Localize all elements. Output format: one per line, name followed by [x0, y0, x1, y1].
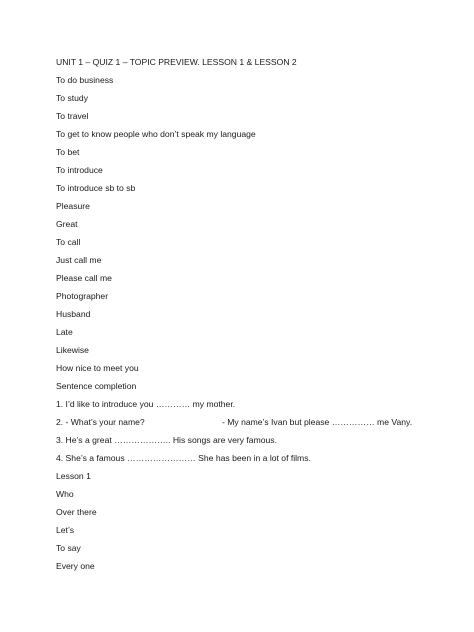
vocab-item: Husband — [56, 309, 91, 319]
vocab-item: To do business — [56, 75, 114, 85]
vocab-item: Let’s — [56, 525, 74, 535]
vocab-item: To say — [56, 543, 81, 553]
vocab-item: To introduce sb to sb — [56, 183, 136, 193]
document-title: UNIT 1 – QUIZ 1 – TOPIC PREVIEW. LESSON 1 & LESSON 2 — [56, 57, 297, 67]
vocab-item: Every one — [56, 561, 95, 571]
sentence-1: 1. I’d like to introduce you ………… my mother. — [56, 399, 236, 409]
vocab-item: To introduce — [56, 165, 103, 175]
vocab-item: To bet — [56, 147, 80, 157]
lesson-heading: Lesson 1 — [56, 471, 91, 481]
vocab-item: Likewise — [56, 345, 89, 355]
sentence-4: 4. She’s a famous …………………… She has been in a lot of films. — [56, 453, 311, 463]
vocab-item: Who — [56, 489, 74, 499]
vocab-item: Photographer — [56, 291, 109, 301]
sentence-2-answer: - My name’s Ivan but please …………… me Vany. — [222, 417, 413, 427]
vocab-item: Late — [56, 327, 73, 337]
vocab-item: To study — [56, 93, 89, 103]
vocab-item: Over there — [56, 507, 97, 517]
vocab-item: Pleasure — [56, 201, 90, 211]
vocab-item: To call — [56, 237, 81, 247]
section-heading: Sentence completion — [56, 381, 137, 391]
vocab-item: Please call me — [56, 273, 112, 283]
vocab-item: Great — [56, 219, 78, 229]
sentence-2 — [56, 417, 413, 428]
vocab-item: To travel — [56, 111, 89, 121]
sentence-2-question: 2. - What’s your name? — [56, 417, 145, 427]
sentence-3: 3. He’s a great ……………….. His songs are very famous. — [56, 435, 277, 445]
vocab-item: To get to know people who don’t speak my language — [56, 129, 256, 139]
vocab-item: Just call me — [56, 255, 102, 265]
vocab-item: How nice to meet you — [56, 363, 139, 373]
